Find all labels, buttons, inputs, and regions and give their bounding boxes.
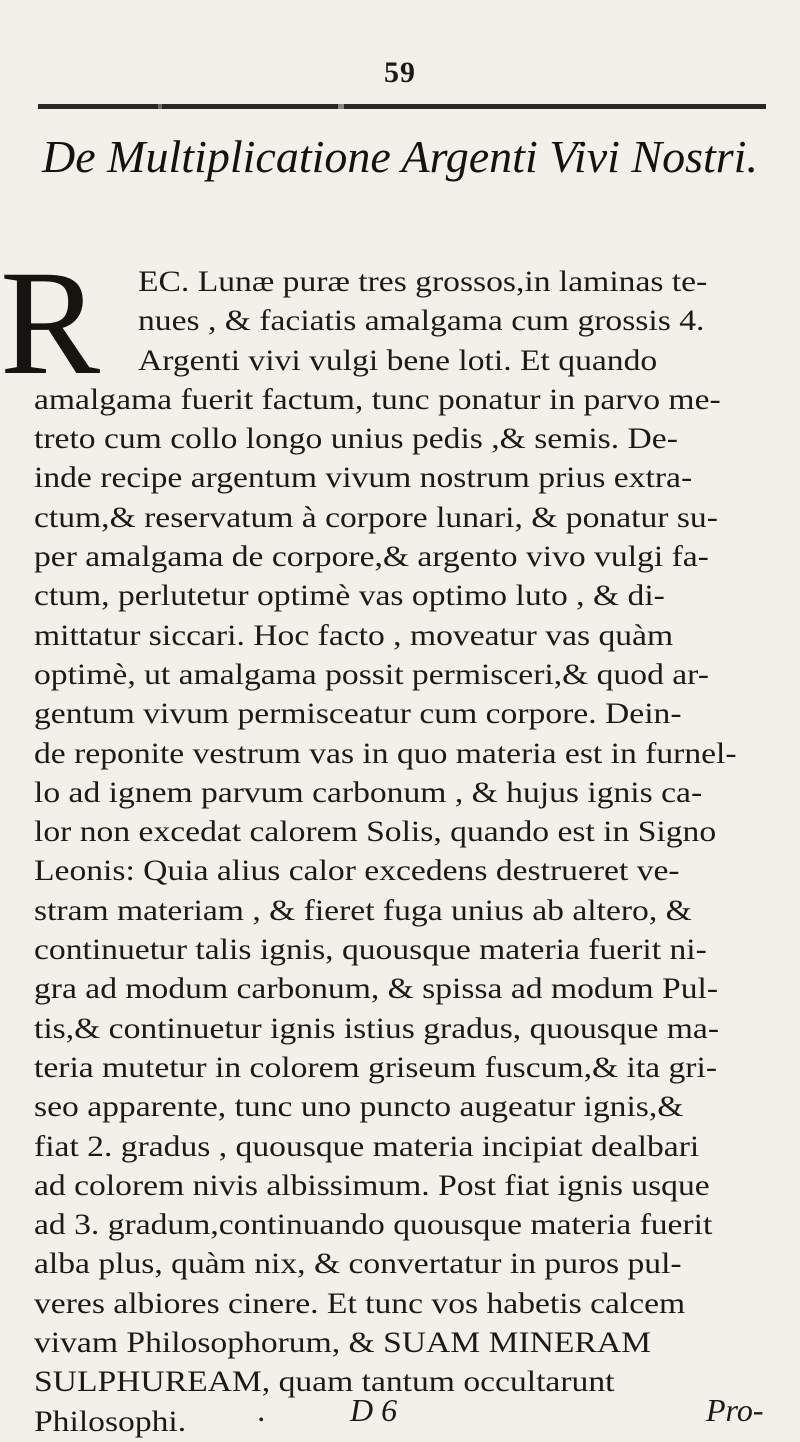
text-line: teria mutetur in colorem griseum fuscum,& ita gri-: [34, 1050, 718, 1084]
text-line: vivam Philosophorum, & SUAM MINERAM: [34, 1326, 651, 1360]
footer-dot: .: [258, 1392, 266, 1428]
text-line: alba plus, quàm nix, & convertatur in puros pul-: [34, 1247, 682, 1281]
text-line: optimè, ut amalgama possit permisceri,& quod ar-: [34, 657, 709, 691]
text-line: stram materiam , & fieret fuga unius ab altero, &: [34, 893, 692, 927]
text-line: mittatur siccari. Hoc facto , moveatur vas quàm: [34, 618, 674, 652]
text-line: treto cum collo longo unius pedis ,& semis. De-: [34, 422, 678, 456]
text-line: seo apparente, tunc uno puncto augeatur ignis,&: [34, 1090, 684, 1124]
text-line: lor non excedat calorem Solis, quando est in Signo: [34, 815, 717, 849]
text-line: gra ad modum carbonum, & spissa ad modum Pul-: [34, 972, 719, 1006]
body-text: [34, 262, 776, 1441]
chapter-title: De Multiplicatione Argenti Vivi Nostri.: [42, 131, 758, 182]
text-line: continuetur talis ignis, quousque materia fuerit ni-: [34, 933, 707, 967]
text-line: lo ad ignem parvum carbonum , & hujus ignis ca-: [34, 775, 703, 809]
text-line: de reponite vestrum vas in quo materia est in furnel-: [34, 736, 737, 770]
page-footer: [0, 1392, 800, 1432]
text-line: ctum,& reservatum à corpore lunari, & ponatur su-: [34, 500, 718, 534]
page-number: 59: [384, 56, 416, 89]
signature-mark: D 6: [350, 1392, 398, 1428]
text-line: per amalgama de corpore,& argento vivo vulgi fa-: [34, 540, 709, 574]
text-line: Argenti vivi vulgi bene loti. Et quando: [138, 343, 658, 377]
text-line: inde recipe argentum vivum nostrum prius extra-: [34, 461, 693, 495]
text-line: ad colorem nivis albissimum. Post fiat ignis usque: [34, 1168, 710, 1202]
text-line: nues , & faciatis amalgama cum grossis 4.: [138, 304, 705, 338]
header-rule: [38, 104, 766, 109]
text-line: Philosophi.: [34, 1404, 187, 1438]
text-line: veres albiores cinere. Et tunc vos habetis calcem: [34, 1286, 686, 1320]
text-line: tis,& continuetur ignis istius gradus, quousque ma-: [34, 1011, 720, 1045]
text-line: EC. Lunæ puræ tres grossos,in laminas te-: [138, 265, 708, 298]
catchword: Pro-: [706, 1392, 764, 1428]
text-line: amalgama fuerit factum, tunc ponatur in parvo me-: [34, 382, 721, 416]
text-line: Leonis: Quia alius calor excedens destrueret ve-: [34, 854, 680, 888]
text-line: gentum vivum permisceatur cum corpore. Dein-: [34, 697, 682, 731]
text-line: ctum, perlutetur optimè vas optimo luto , & di-: [34, 579, 665, 613]
text-line: ad 3. gradum,continuando quousque materia fuerit: [34, 1208, 713, 1242]
text-line: SULPHUREAM, quam tantum occultarunt: [34, 1365, 615, 1399]
drop-capital: R: [0, 240, 101, 406]
text-line: fiat 2. gradus , quousque materia incipiat dealbari: [34, 1129, 700, 1163]
